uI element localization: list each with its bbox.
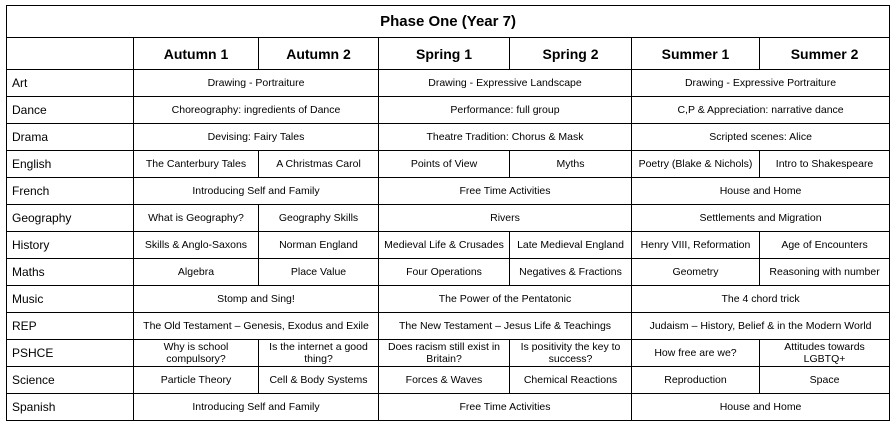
term-header-row: [7, 38, 890, 70]
unit-cell: Is the internet a good thing?: [259, 340, 379, 367]
term-header: Spring 1: [379, 38, 510, 70]
subject-name: Geography: [7, 205, 134, 232]
table-row: [7, 151, 890, 178]
unit-cell: Rivers: [379, 205, 632, 232]
unit-cell: Myths: [510, 151, 632, 178]
unit-cell: The 4 chord trick: [632, 286, 890, 313]
unit-cell: How free are we?: [632, 340, 760, 367]
unit-cell: Devising: Fairy Tales: [134, 124, 379, 151]
table-row: [7, 313, 890, 340]
unit-cell: Free Time Activities: [379, 394, 632, 421]
unit-cell: Stomp and Sing!: [134, 286, 379, 313]
unit-cell: Space: [760, 367, 890, 394]
unit-cell: The Old Testament – Genesis, Exodus and Exile: [134, 313, 379, 340]
term-header: Summer 2: [760, 38, 890, 70]
subject-name: Dance: [7, 97, 134, 124]
unit-cell: Age of Encounters: [760, 232, 890, 259]
unit-cell: Introducing Self and Family: [134, 394, 379, 421]
unit-cell: Henry VIII, Reformation: [632, 232, 760, 259]
unit-cell: Drawing - Portraiture: [134, 70, 379, 97]
unit-cell: The Canterbury Tales: [134, 151, 259, 178]
unit-cell: Reproduction: [632, 367, 760, 394]
table-row: [7, 97, 890, 124]
unit-cell: House and Home: [632, 394, 890, 421]
subject-name: Art: [7, 70, 134, 97]
table-row: [7, 232, 890, 259]
unit-cell: Why is school compulsory?: [134, 340, 259, 367]
unit-cell: Medieval Life & Crusades: [379, 232, 510, 259]
subject-name: History: [7, 232, 134, 259]
unit-cell: Reasoning with number: [760, 259, 890, 286]
unit-cell: Chemical Reactions: [510, 367, 632, 394]
table-row: [7, 259, 890, 286]
unit-cell: Particle Theory: [134, 367, 259, 394]
table-row: [7, 205, 890, 232]
unit-cell: Skills & Anglo-Saxons: [134, 232, 259, 259]
unit-cell: Performance: full group: [379, 97, 632, 124]
unit-cell: Forces & Waves: [379, 367, 510, 394]
subject-name: Maths: [7, 259, 134, 286]
unit-cell: Cell & Body Systems: [259, 367, 379, 394]
unit-cell: A Christmas Carol: [259, 151, 379, 178]
table-title: Phase One (Year 7): [7, 6, 890, 38]
curriculum-table: [6, 5, 890, 421]
subject-name: Spanish: [7, 394, 134, 421]
unit-cell: Geography Skills: [259, 205, 379, 232]
unit-cell: C,P & Appreciation: narrative dance: [632, 97, 890, 124]
curriculum-page: [6, 5, 889, 437]
unit-cell: Poetry (Blake & Nichols): [632, 151, 760, 178]
unit-cell: Points of View: [379, 151, 510, 178]
table-row: [7, 367, 890, 394]
unit-cell: Choreography: ingredients of Dance: [134, 97, 379, 124]
term-header: Summer 1: [632, 38, 760, 70]
unit-cell: Negatives & Fractions: [510, 259, 632, 286]
unit-cell: Judaism – History, Belief & in the Modern World: [632, 313, 890, 340]
table-row: [7, 340, 890, 367]
table-row: [7, 286, 890, 313]
table-row: [7, 394, 890, 421]
unit-cell: Free Time Activities: [379, 178, 632, 205]
unit-cell: Late Medieval England: [510, 232, 632, 259]
unit-cell: Intro to Shakespeare: [760, 151, 890, 178]
unit-cell: Drawing - Expressive Portraiture: [632, 70, 890, 97]
table-row: [7, 178, 890, 205]
unit-cell: What is Geography?: [134, 205, 259, 232]
unit-cell: Attitudes towards LGBTQ+: [760, 340, 890, 367]
unit-cell: Place Value: [259, 259, 379, 286]
unit-cell: Theatre Tradition: Chorus & Mask: [379, 124, 632, 151]
unit-cell: Settlements and Migration: [632, 205, 890, 232]
header-blank: [7, 38, 134, 70]
unit-cell: Drawing - Expressive Landscape: [379, 70, 632, 97]
unit-cell: The New Testament – Jesus Life & Teachings: [379, 313, 632, 340]
term-header: Autumn 1: [134, 38, 259, 70]
unit-cell: Four Operations: [379, 259, 510, 286]
unit-cell: Introducing Self and Family: [134, 178, 379, 205]
unit-cell: Scripted scenes: Alice: [632, 124, 890, 151]
subject-name: Drama: [7, 124, 134, 151]
subject-name: REP: [7, 313, 134, 340]
subject-name: Science: [7, 367, 134, 394]
subject-name: English: [7, 151, 134, 178]
table-row: [7, 124, 890, 151]
subject-name: Music: [7, 286, 134, 313]
table-row: [7, 70, 890, 97]
subject-rows: [7, 70, 890, 421]
unit-cell: Algebra: [134, 259, 259, 286]
unit-cell: Norman England: [259, 232, 379, 259]
unit-cell: Does racism still exist in Britain?: [379, 340, 510, 367]
unit-cell: Is positivity the key to success?: [510, 340, 632, 367]
subject-name: PSHCE: [7, 340, 134, 367]
unit-cell: House and Home: [632, 178, 890, 205]
unit-cell: The Power of the Pentatonic: [379, 286, 632, 313]
subject-name: French: [7, 178, 134, 205]
unit-cell: Geometry: [632, 259, 760, 286]
term-header: Spring 2: [510, 38, 632, 70]
term-header: Autumn 2: [259, 38, 379, 70]
